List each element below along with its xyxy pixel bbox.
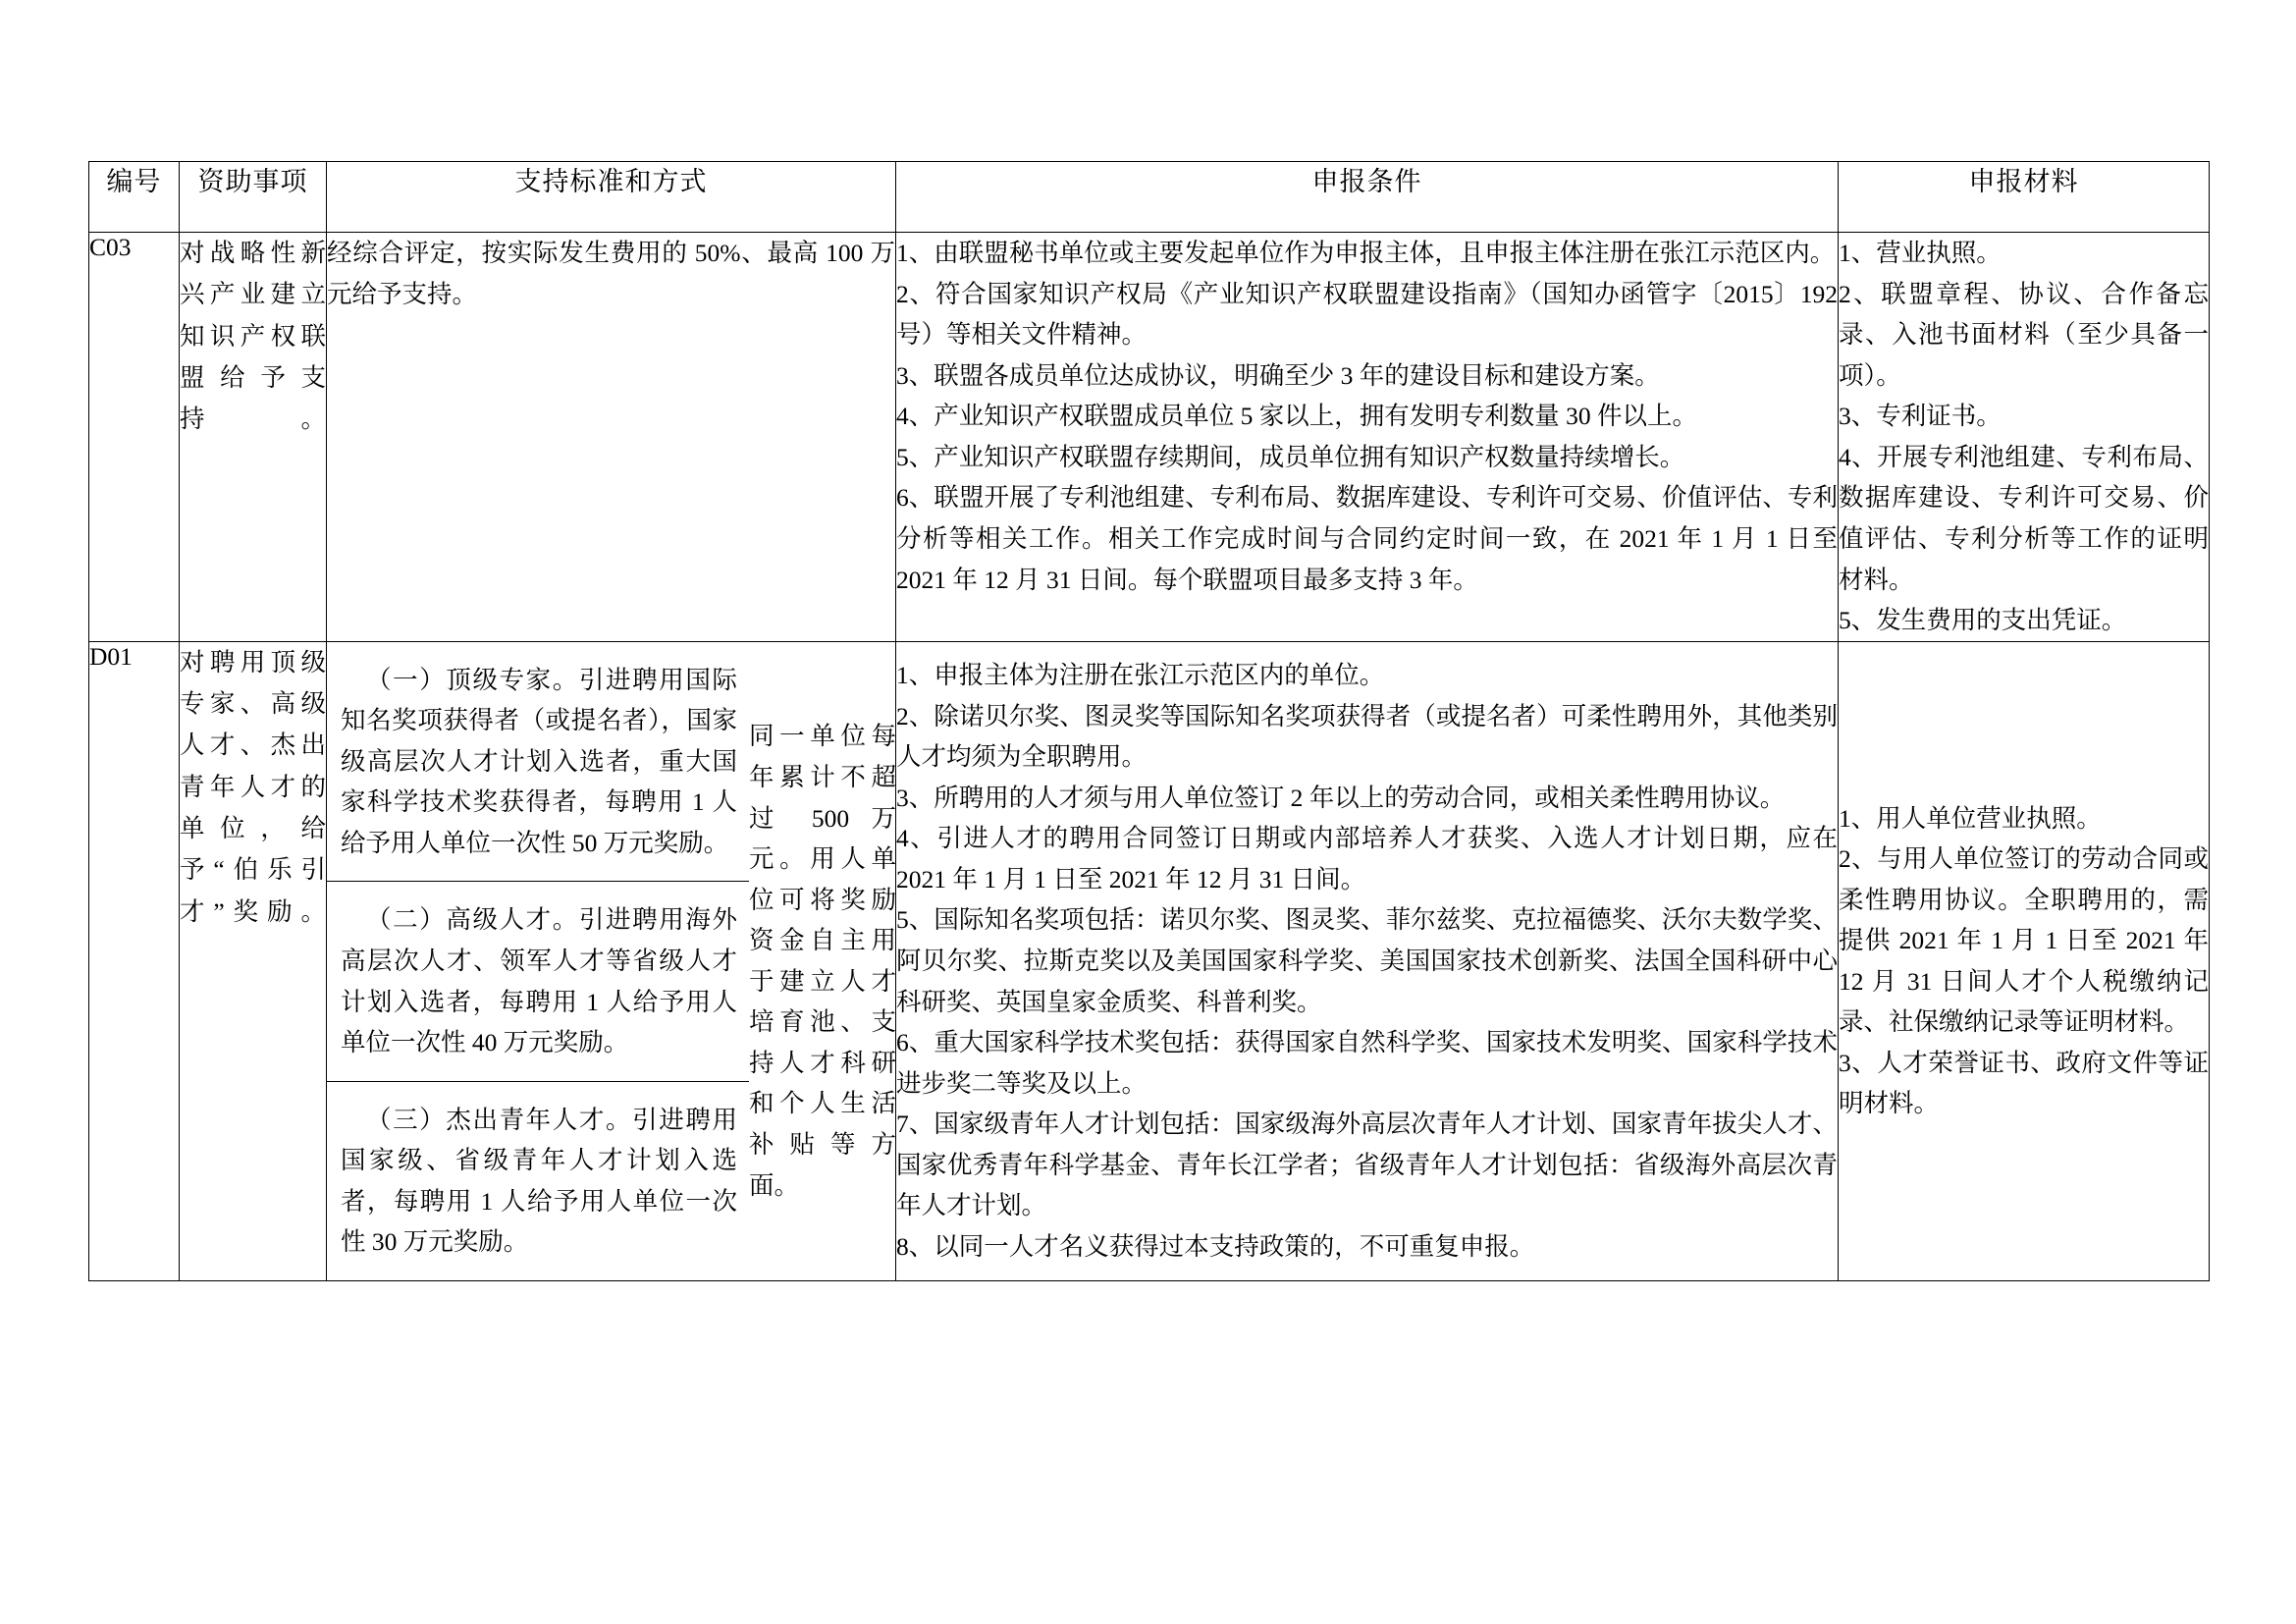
table-header-row (89, 162, 2210, 233)
standard-item-row (327, 642, 749, 882)
column-header-item: 资助事项 (180, 162, 327, 233)
row-id-d01: D01 (89, 641, 180, 1280)
policy-table (88, 161, 2210, 1281)
row-standard-c03 (327, 233, 896, 642)
material-line: 5、发生费用的支出凭证。 (1839, 606, 2127, 635)
material-line: 1、用人单位营业执照。 (1839, 803, 2102, 833)
standard-item-row (327, 882, 749, 1081)
standard-items-column (327, 642, 749, 1280)
row-standard-d01 (327, 641, 896, 1280)
row-item-c03 (180, 233, 327, 642)
policy-table-container (88, 161, 2209, 1281)
condition-line: 7、国家级青年人才计划包括：国家级海外高层次青年人才计划、国家青年拔尖人才、国家优秀青年科学基金、青年长江学者；省级青年人才计划包括：省级海外高层次青年人才计划。 (896, 1110, 1838, 1220)
standard-note-text: 同一单位每年累计不超过 500 万元。用人单位可将奖励资金自主用于建立人才培育池、支持人才科研和个人生活补贴等方面。 (749, 722, 896, 1200)
item-text: 对战略性新兴产业建立知识产权联盟给予支持。 (180, 239, 326, 434)
condition-line: 6、重大国家科学技术奖包括：获得国家自然科学奖、国家技术发明奖、国家科学技术进步奖二等奖及以上。 (896, 1028, 1838, 1098)
column-header-materials: 申报材料 (1839, 162, 2210, 233)
row-materials-c03 (1839, 233, 2210, 642)
row-item-d01 (180, 641, 327, 1280)
material-line: 1、营业执照。 (1839, 239, 2002, 267)
condition-line: 3、联盟各成员单位达成协议，明确至少 3 年的建设目标和建设方案。 (896, 360, 1660, 390)
column-header-conditions: 申报条件 (896, 162, 1839, 233)
condition-line: 8、以同一人才名义获得过本支持政策的，不可重复申报。 (896, 1231, 1535, 1261)
table-row (89, 233, 2210, 642)
condition-line: 2、除诺贝尔奖、图灵奖等国际知名奖项获得者（或提名者）可柔性聘用外，其他类别人才均须为全职聘用。 (896, 701, 1838, 772)
condition-line: 5、产业知识产权联盟存续期间，成员单位拥有知识产权数量持续增长。 (896, 442, 1685, 471)
material-line: 4、开展专利池组建、专利布局、数据库建设、专利许可交易、价值评估、专利分析等工作的证明材料。 (1839, 442, 2209, 594)
table-row (89, 641, 2210, 1280)
condition-line: 5、国际知名奖项包括：诺贝尔奖、图灵奖、菲尔兹奖、克拉福德奖、沃尔夫数学奖、阿贝尔奖、拉斯克奖以及美国国家科学奖、美国国家技术创新奖、法国全国科研中心科研奖、英国皇家金质奖、科普利奖。 (896, 905, 1838, 1016)
column-header-standard: 支持标准和方式 (327, 162, 896, 233)
standard-item-text: （三）杰出青年人才。引进聘用国家级、省级青年人才计划入选者，每聘用 1 人给予用人单位一次性 30 万元奖励。 (341, 1105, 737, 1257)
condition-line: 3、所聘用的人才须与用人单位签订 2 年以上的劳动合同，或相关柔性聘用协议。 (896, 783, 1786, 812)
standard-text: 经综合评定，按实际发生费用的 50%、最高 100 万元给予支持。 (327, 239, 895, 308)
standard-item-row (327, 1081, 749, 1280)
standard-item-text: （二）高级人才。引进聘用海外高层次人才、领军人才等省级人才计划入选者，每聘用 1 人给予用人单位一次性 40 万元奖励。 (341, 905, 737, 1057)
row-materials-d01 (1839, 641, 2210, 1280)
material-line: 2、与用人单位签订的劳动合同或柔性聘用协议。全职聘用的，需提供 2021 年 1 月 1 日至 2021 年 12 月 31 日间人才个人税缴纳记录、社保缴纳记录等证明材料。 (1839, 844, 2209, 1037)
material-line: 3、专利证书。 (1839, 402, 2002, 431)
standard-note-column (749, 642, 896, 1280)
row-conditions-d01 (896, 641, 1839, 1280)
material-line: 3、人才荣誉证书、政府文件等证明材料。 (1839, 1048, 2209, 1118)
condition-line: 4、产业知识产权联盟成员单位 5 家以上，拥有发明专利数量 30 件以上。 (896, 402, 1698, 431)
item-text: 对聘用顶级专家、高级人才、杰出青年人才的单位，给予“伯乐引才”奖励。 (180, 647, 326, 926)
condition-line: 1、申报主体为注册在张江示范区内的单位。 (896, 661, 1385, 690)
standard-item-text: （一）顶级专家。引进聘用国际知名奖项获得者（或提名者），国家级高层次人才计划入选者，重大国家科学技术奖获得者，每聘用 1 人给予用人单位一次性 50 万元奖励。 (341, 665, 737, 857)
row-id-c03: C03 (89, 233, 180, 642)
standard-subtable (327, 642, 896, 1280)
condition-line: 6、联盟开展了专利池组建、专利布局、数据库建设、专利许可交易、价值评估、专利分析等相关工作。相关工作完成时间与合同约定时间一致，在 2021 年 1 月 1 日至 2021 年 12 月 31 日间。每个联盟项目最多支持 3 年。 (896, 483, 1838, 594)
column-header-id: 编号 (89, 162, 180, 233)
material-line: 2、联盟章程、协议、合作备忘录、入池书面材料（至少具备一项）。 (1839, 279, 2209, 390)
condition-line: 1、由联盟秘书单位或主要发起单位作为申报主体，且申报主体注册在张江示范区内。 (896, 239, 1836, 267)
row-conditions-c03 (896, 233, 1839, 642)
condition-line: 2、符合国家知识产权局《产业知识产权联盟建设指南》（国知办函管字〔2015〕192 号）等相关文件精神。 (896, 279, 1838, 350)
standard-items-list (327, 642, 749, 1280)
condition-line: 4、引进人才的聘用合同签订日期或内部培养人才获奖、入选人才计划日期，应在 2021 年 1 月 1 日至 2021 年 12 月 31 日间。 (896, 824, 1838, 893)
